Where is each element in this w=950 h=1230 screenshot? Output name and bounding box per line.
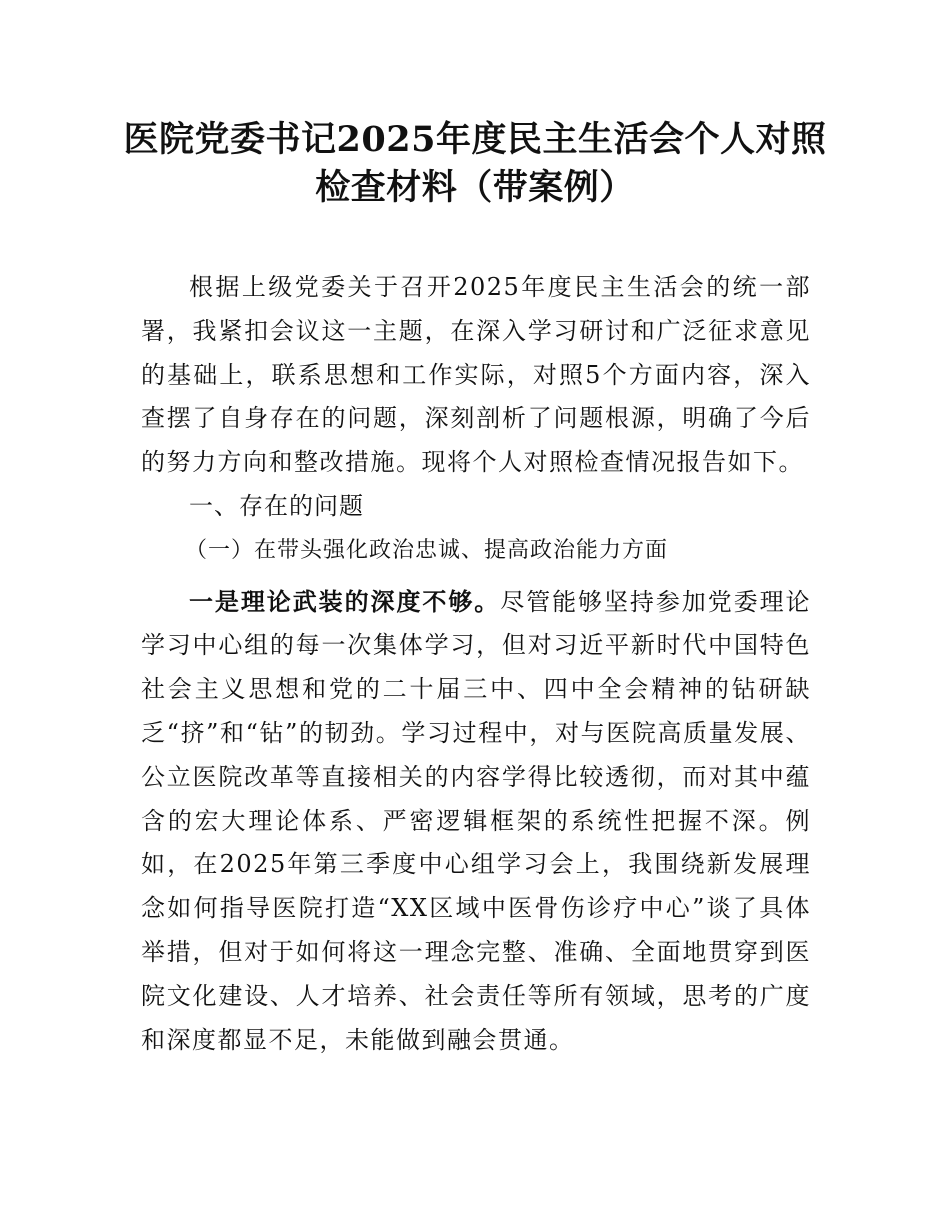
intro-paragraph: 根据上级党委关于召开2025年度民主生活会的统一部署，我紧扣会议这一主题，在深入学习研讨和广泛征求意见的基础上，联系思想和工作实际，对照5个方面内容，深入查摆了自身存在的问题，深刻剖析了问题根源，明确了今后的努力方向和整改措施。现将个人对照检查情况报告如下。	[141, 273, 811, 477]
title-line-2: 检查材料（带案例）	[315, 167, 635, 208]
point-lead: 一是理论武装的深度不够。	[189, 586, 501, 616]
document-body	[141, 266, 811, 1062]
point-text: 尽管能够坚持参加党委理论学习中心组的每一次集体学习，但对习近平新时代中国特色社会主义思想和党的二十届三中、四中全会精神的钻研缺乏“挤”和“钻”的韧劲。学习过程中，对与医院高质量发展、公立医院改革等直接相关的内容学得比较透彻，而对其中蕴含的宏大理论体系、严密逻辑框架的系统性把握不深。例如，在2025年第三季度中心组学习会上，我围绕新发展理念如何指导医院打造“XX区域中医骨伤诊疗中心”谈了具体举措，但对于如何将这一理念完整、准确、全面地贯穿到医院文化建设、人才培养、社会责任等所有领域，思考的广度和深度都显不足，未能做到融会贯通。	[141, 587, 812, 1054]
subsection-heading-political: （一）在带头强化政治忠诚、提高政治能力方面	[185, 537, 669, 563]
point-paragraph-theory	[141, 580, 811, 1063]
section-heading-problems: 一、存在的问题	[189, 491, 364, 520]
title-line-1: 医院党委书记2025年度民主生活会个人对照	[123, 119, 827, 160]
document-title	[0, 116, 950, 212]
